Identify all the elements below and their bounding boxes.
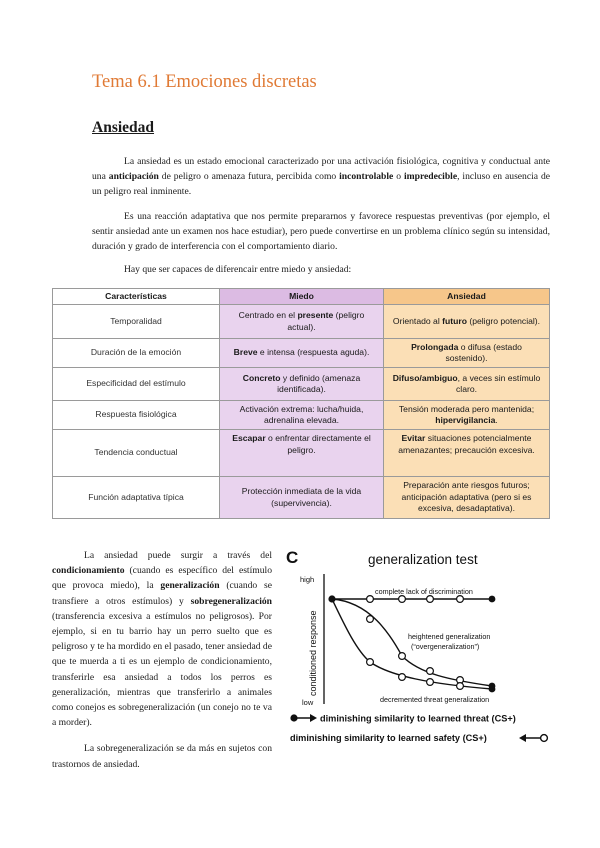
miedo-cell: Escapar o enfrentar directamente el peligro. <box>220 430 384 477</box>
table-row <box>53 477 550 519</box>
data-point <box>489 596 496 603</box>
ansiedad-cell: Prolongada o difusa (estado sostenido). <box>384 339 550 368</box>
ansiedad-cell: Orientado al futuro (peligro potencial). <box>384 305 550 339</box>
paragraph-overgeneralization: La sobregeneralización se da más en sujetos con trastornos de ansiedad. <box>52 743 272 770</box>
row-label: Función adaptativa típica <box>53 477 220 519</box>
generalization-test-diagram <box>280 544 552 744</box>
cs-plus-point <box>328 595 335 602</box>
row-label: Especificidad del estímulo <box>53 368 220 401</box>
data-point <box>399 596 406 603</box>
y-low-label: low <box>302 698 314 707</box>
miedo-cell: Protección inmediata de la vida (supervivencia). <box>220 477 384 519</box>
miedo-cell: Concreto y definido (amenaza identificada). <box>220 368 384 401</box>
table-row <box>53 368 550 401</box>
paragraph-adaptive: Es una reacción adaptativa que nos permite prepararnos y favorece respuestas preventivas (por ejemplo, el sentir ansiedad ante un examen nos hace estudiar), pero puede convertirse en un problema clínico según su intensidad, duración y grado de interferencia con el comportamiento diario. <box>92 211 550 253</box>
arrow-right-icon <box>310 714 317 722</box>
data-point <box>367 659 374 666</box>
arrow-left-icon <box>519 734 526 742</box>
y-high-label: high <box>300 575 315 584</box>
data-point <box>457 683 464 690</box>
table-row <box>53 430 550 477</box>
ansiedad-cell: Evitar situaciones potencialmente amenazantes; precaución excesiva. <box>384 430 550 477</box>
paragraph-definition: La ansiedad es un estado emocional caracterizado por una activación fisiológica, cognitiva y conductual ante una anticipación de peligro o amenaza futura, percibida como incontrolable o impredecible, incluso en ausencia de un peligro real inminente. <box>92 156 551 198</box>
y-axis-label: conditioned response <box>308 610 318 696</box>
header-ansiedad: Ansiedad <box>384 289 550 305</box>
row-label: Tendencia conductual <box>53 430 220 477</box>
label-heightened: heightened generalization <box>408 632 491 641</box>
ansiedad-cell: Difuso/ambiguo, a veces sin estímulo claro. <box>384 368 550 401</box>
section-heading: Ansiedad <box>92 119 155 136</box>
label-overgeneralization: (“overgeneralization”) <box>411 642 480 651</box>
generalization-figure <box>280 544 552 744</box>
data-point <box>367 596 374 603</box>
miedo-cell: Activación extrema: lucha/huida, adrenalina elevada. <box>220 401 384 430</box>
data-point <box>489 686 496 693</box>
data-point <box>427 679 434 686</box>
axis-safety-label: diminishing similarity to learned safety (CS+) <box>290 733 487 743</box>
table-row <box>53 305 550 339</box>
row-label: Respuesta fisiológica <box>53 401 220 430</box>
table-row <box>53 339 550 368</box>
miedo-cell: Centrado en el presente (peligro actual). <box>220 305 384 339</box>
page-title: Tema 6.1 Emociones discretas <box>92 72 317 92</box>
axis-threat-label: diminishing similarity to learned threat (CS+) <box>320 713 516 724</box>
data-point <box>427 668 434 675</box>
header-caracteristicas: Características <box>53 289 220 305</box>
table-header-row <box>53 289 550 305</box>
comparison-table <box>52 288 550 519</box>
label-complete-lack: complete lack of discrimination <box>375 587 473 596</box>
data-point <box>457 596 464 603</box>
table-row <box>53 401 550 430</box>
left-column-text <box>52 548 272 783</box>
panel-letter: C <box>286 548 299 567</box>
data-point <box>367 616 374 623</box>
row-label: Temporalidad <box>53 305 220 339</box>
data-point <box>399 674 406 681</box>
row-label: Duración de la emoción <box>53 339 220 368</box>
ansiedad-cell: Preparación ante riesgos futuros; anticipación adaptativa (pero si es excesiva, desadaptativa). <box>384 477 550 519</box>
paragraph-intro-table: Hay que ser capaces de diferencair entre miedo y ansiedad: <box>124 264 352 275</box>
data-point <box>427 596 434 603</box>
paragraph-generalization: La ansiedad puede surgir a través del condicionamiento (cuando es específico del estímulo que provoca miedo), la generalización (cuando se transfiere a otros estímulos) y sobregeneralización (transferencia excesiva a estímulos no peligrosos). Por ejemplo, si en tu barrio hay un perro suelto que es peligroso y te ha mordido en el pasado, tener ansiedad de que te muerda a ti es un ejemplo de condicionamiento, transferirle esa ansiedad a todos los perros es generalización, mientras que transferirlo a animales como conejos es sobregeneralización (un conejo no te va a morder). <box>52 550 273 729</box>
figure-title: generalization test <box>368 552 478 567</box>
header-miedo: Miedo <box>220 289 384 305</box>
data-point <box>399 653 406 660</box>
ansiedad-cell: Tensión moderada pero mantenida; hipervigilancia. <box>384 401 550 430</box>
label-decremented: decremented threat generalization <box>380 695 490 704</box>
miedo-cell: Breve e intensa (respuesta aguda). <box>220 339 384 368</box>
safety-end-dot <box>541 735 548 742</box>
